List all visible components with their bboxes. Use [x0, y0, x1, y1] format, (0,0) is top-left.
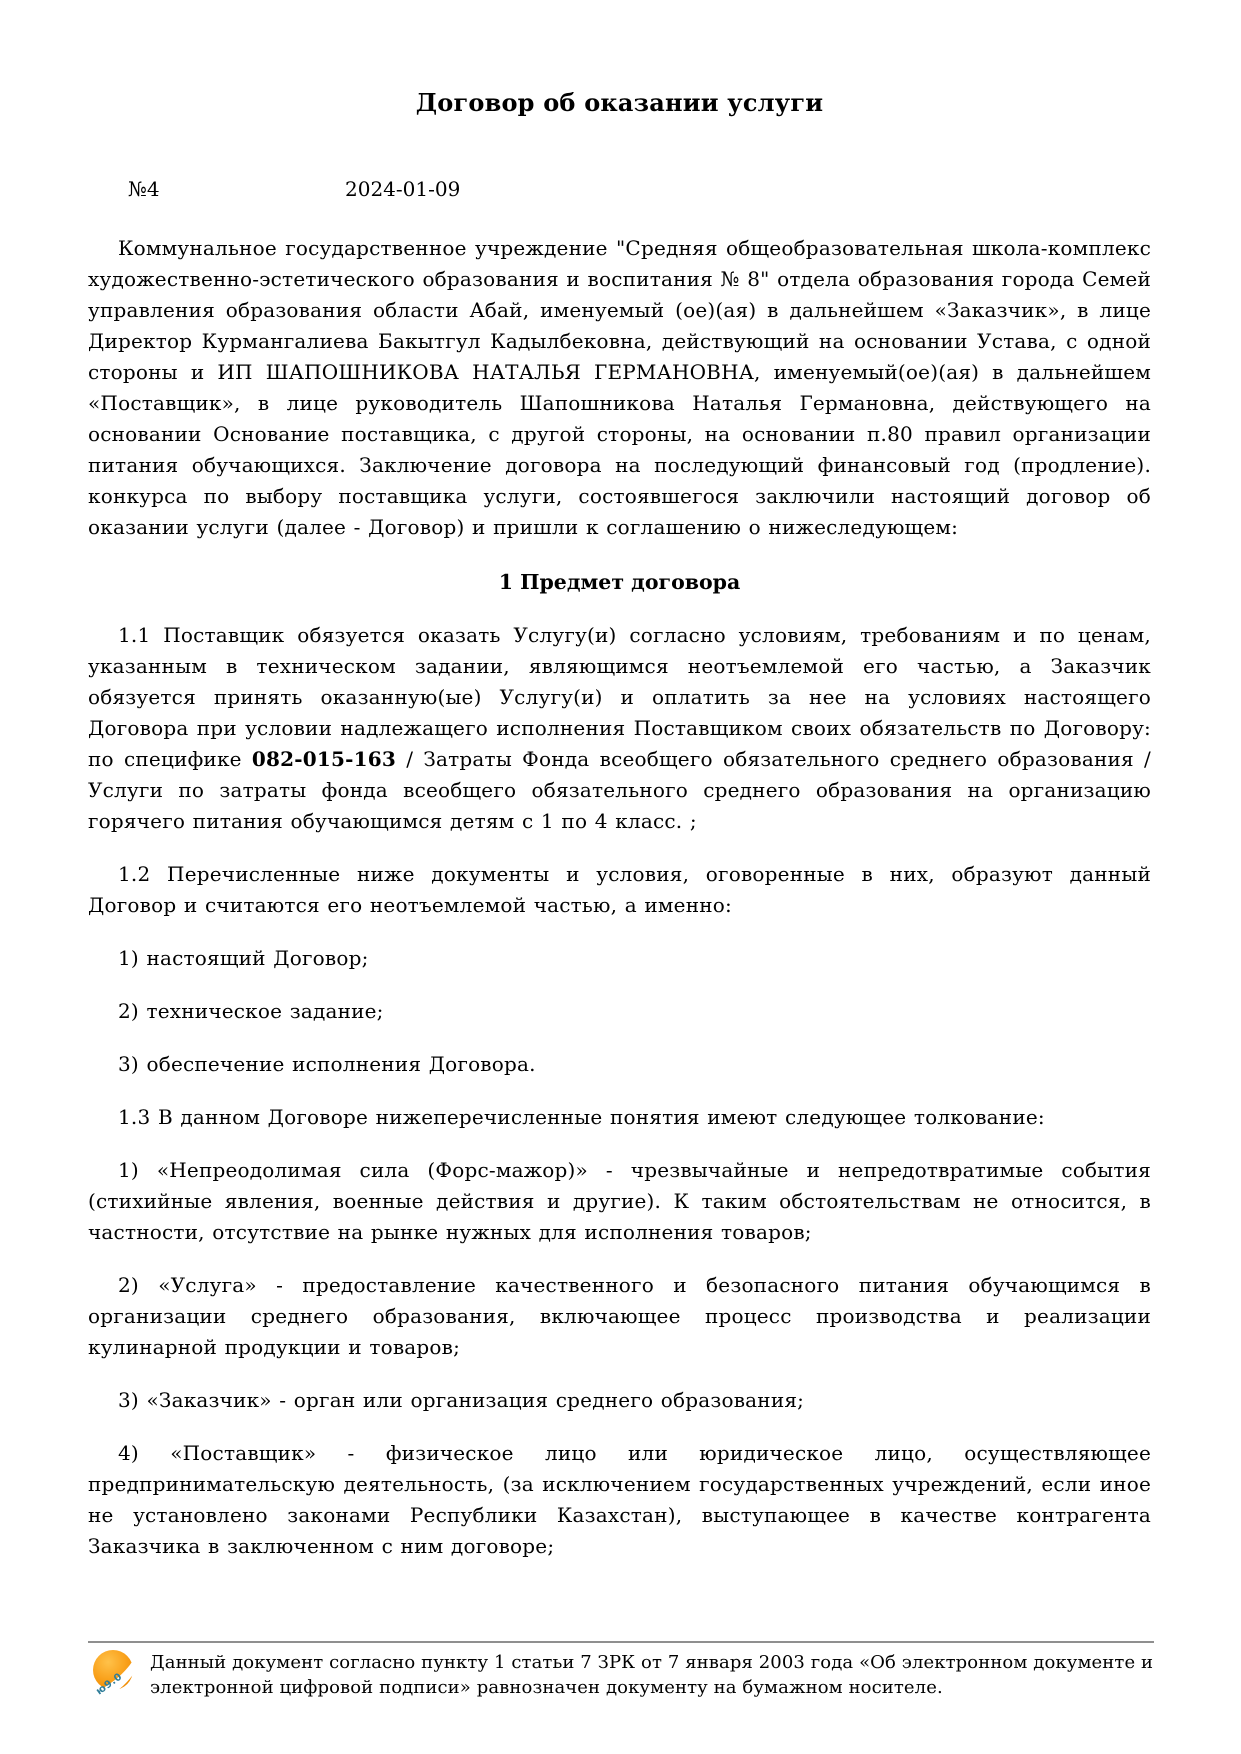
goszakup-logo-icon — [92, 1649, 138, 1699]
clause-1-3-definition-2: 2) «Услуга» - предоставление качественного и безопасного питания обучающимся в организации среднего образования, включающее процесс производства и реализации кулинарной продукции и товаров; — [88, 1273, 1151, 1359]
footer-divider — [88, 1641, 1154, 1643]
clause-1-3: 1.3 В данном Договоре нижеперечисленные понятия имеют следующее толкование: — [118, 1105, 1045, 1129]
clause-1-1 — [88, 620, 1151, 837]
clause-1-1-text-after-code: / Затраты Фонда всеобщего обязательного среднего образования / Услуги по затраты фонда всеобщего обязательного среднего образования на организацию горячего питания обучающимся детям с 1 по 4 класс. ; — [88, 747, 1151, 833]
clause-1-3-definition-4: 4) «Поставщик» - физическое лицо или юридическое лицо, осуществляющее предпринимательскую деятельность, (за исключением государственных учреждений, если иное не установлено законами Республики Казахстан), выступающее в качестве контрагента Заказчика в заключенном с ним договоре; — [88, 1441, 1151, 1558]
contract-date: 2024-01-09 — [345, 177, 461, 201]
clause-1-2-item-1: 1) настоящий Договор; — [118, 946, 369, 970]
document-title: Договор об оказании услуги — [415, 88, 824, 117]
footer-legal-note: Данный документ согласно пункту 1 статьи 7 ЗРК от 7 января 2003 года «Об электронном документе и электронной цифровой подписи» равнозначен документу на бумажном носителе. — [150, 1652, 1154, 1698]
clause-1-2-item-3: 3) обеспечение исполнения Договора. — [118, 1052, 536, 1076]
document-meta — [88, 174, 1151, 205]
clause-1-1-text-before-code: 1.1 Поставщик обязуется оказать Услугу(и) согласно условиям, требованиям и по ценам, указанным в техническом задании, являющимся неотъемлемой его частью, а Заказчик обязуется принять оказанную(ые) Услугу(и) и оплатить за нее на условиях настоящего Договора при условии надлежащего исполнения Поставщиком своих обязательств по Договору: по специфике — [88, 623, 1151, 771]
specification-code: 082-015-163 — [251, 747, 396, 771]
clause-1-2-item-2: 2) техническое задание; — [118, 999, 384, 1023]
svg-text:ю9.0: ю9.0 — [94, 1671, 125, 1698]
section-1-heading: 1 Предмет договора — [498, 570, 741, 594]
clause-1-3-definition-3: 3) «Заказчик» - орган или организация среднего образования; — [118, 1388, 805, 1412]
clause-1-3-definition-1: 1) «Непреодолимая сила (Форс-мажор)» - чрезвычайные и непредотвратимые события (стихийные явления, военные действия и другие). К таким обстоятельствам не относится, в частности, отсутствие на рынке нужных для исполнения товаров; — [88, 1158, 1151, 1244]
contract-number: №4 — [128, 177, 160, 201]
intro-paragraph: Коммунальное государственное учреждение "Средняя общеобразовательная школа-комплекс художественно-эстетического образования и воспитания № 8" отдела образования города Семей управления образования области Абай, именуемый (ое)(ая) в дальнейшем «Заказчик», в лице Директор Курмангалиева Бакытгул Кадылбековна, действующий на основании Устава, с одной стороны и ИП ШАПОШНИКОВА НАТАЛЬЯ ГЕРМАНОВНА, именуемый(ое)(ая) в дальнейшем «Поставщик», в лице руководитель Шапошникова Наталья Германовна, действующего на основании Основание поставщика, с другой стороны, на основании п.80 правил организации питания обучающихся. Заключение договора на последующий финансовый год (продление). конкурса по выбору поставщика услуги, состоявшегося заключили настоящий договор об оказании услуги (далее - Договор) и пришли к соглашению о нижеследующем: — [88, 236, 1151, 539]
clause-1-2: 1.2 Перечисленные ниже документы и условия, оговоренные в них, образуют данный Договор и считаются его неотъемлемой частью, а именно: — [88, 862, 1151, 917]
